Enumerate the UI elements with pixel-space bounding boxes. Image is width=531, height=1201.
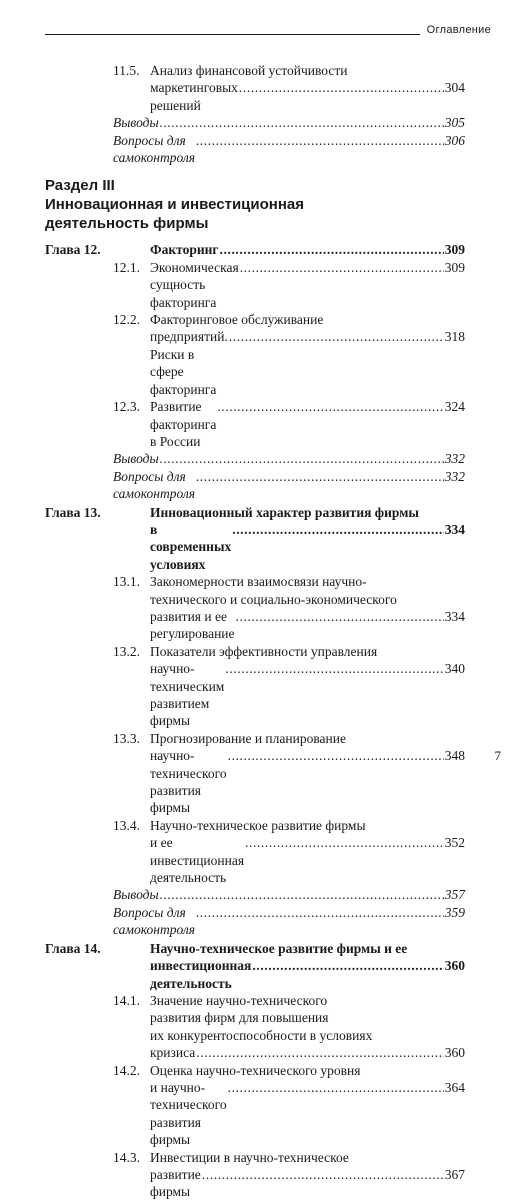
entry-line [150,1009,465,1026]
page-ref: 348 [444,748,465,764]
page-ref: 304 [444,80,465,96]
entry-text: Прогнозирование и планирование [150,730,346,746]
dot-leader [240,259,444,276]
entry-line [150,311,465,328]
header-rule [45,34,420,35]
entry-number: 12.2. [113,312,140,328]
entry-title [150,643,465,730]
dot-leader [196,468,444,485]
entry-title [150,573,465,643]
entry-text: технического и социально-экономического [150,591,397,607]
page-ref: 360 [444,958,465,974]
entry-line [150,643,465,660]
entry-title [113,468,465,503]
entry-line [150,521,465,573]
chapter-entry [45,940,465,992]
entry-line [150,573,465,590]
entry-text: Экономическая сущность факторинга [150,259,239,310]
page-ref: 334 [444,608,465,624]
page-ref: 318 [444,329,465,345]
entry-title [113,904,465,939]
entry-line [150,817,465,834]
dot-leader [160,114,444,131]
entry-text: инвестиционная деятельность [150,958,252,991]
page-ref: 332 [444,468,465,484]
chapter-entry [45,241,465,258]
entry-text: предприятий. Риски в сфере факторинга [150,329,228,397]
dot-leader [239,79,444,96]
entry-text: Инновационный характер развития фирмы [150,504,419,520]
entry-line [150,747,465,817]
entry-line [150,834,465,886]
entry-line [150,1166,465,1201]
entry-line [150,660,465,730]
entry-title [150,940,465,992]
table-of-contents [45,62,465,1201]
entry-title [113,132,465,167]
page-ref: 324 [444,399,465,415]
entry-number: 11.5. [113,63,140,78]
page-ref: 309 [444,242,465,258]
entry-text: Научно-техническое развитие фирмы [150,817,366,833]
entry-title [150,992,465,1062]
entry-text: Значение научно-технического [150,992,328,1008]
entry-text: научно-техническим развитием фирмы [150,661,225,729]
entry-text: Научно-техническое развитие фирмы и ее [150,940,408,956]
entry-title [150,311,465,398]
entry-text: в современных условиях [150,521,232,572]
entry-line [113,904,465,939]
entry-line [150,1062,465,1079]
entry-line [150,1079,465,1149]
entry-title [150,817,465,887]
entry-text: развития фирм для повышения [150,1010,329,1026]
entry-line [150,1149,465,1166]
entry-line [150,504,465,521]
entry-number: 12.3. [113,399,140,415]
entry-text: и ее инвестиционная деятельность [150,835,245,886]
chapter-label: Глава 12. [45,242,101,258]
entry-line [150,957,465,992]
entry-title [150,398,465,450]
entry-line [150,1044,465,1061]
toc-entry [45,1149,465,1201]
dot-leader [160,886,444,903]
entry-text: развития и ее регулирование [150,608,235,642]
toc-entry [45,730,465,817]
entry-line [150,591,465,608]
toc-entry [45,1062,465,1149]
entry-line [150,328,465,398]
dot-leader [232,521,444,538]
entry-number: 13.3. [113,730,140,746]
entry-line [150,992,465,1009]
part-heading [45,176,465,233]
toc-entry [45,643,465,730]
entry-text: Выводы [113,887,159,903]
entry-text: Выводы [113,451,159,467]
entry-text: Факторинг [150,242,219,258]
page-ref: 364 [444,1079,465,1095]
entry-text: Закономерности взаимосвязи научно- [150,574,367,590]
entry-text: Инвестиции в научно-техническое [150,1149,349,1165]
entry-title [150,730,465,817]
part-heading-line: деятельность фирмы [45,215,209,233]
toc-entry [45,886,465,903]
entry-number: 13.4. [113,817,140,833]
entry-line [113,132,465,167]
entry-title [150,504,465,574]
entry-title [113,450,465,467]
dot-leader [245,834,444,851]
dot-leader [225,660,443,677]
entry-title [150,1149,465,1201]
entry-text: Факторинговое обслуживание [150,312,324,328]
entry-number: 13.1. [113,574,140,590]
toc-entry [45,311,465,398]
entry-line [113,450,465,467]
entry-line [150,730,465,747]
entry-line [113,468,465,503]
entry-text: Вопросы для самоконтроля [113,132,196,166]
entry-text: Анализ финансовой устойчивости [150,63,348,78]
toc-entry [45,398,465,450]
entry-line [150,259,465,311]
chapter-label: Глава 13. [45,504,101,520]
dot-leader [160,450,444,467]
entry-line [113,114,465,131]
toc-entry [45,817,465,887]
entry-text: Выводы [113,115,159,131]
entry-line [150,79,465,114]
entry-text: научно-технического развития фирмы [150,748,227,816]
entry-line [150,940,465,957]
entry-text: их конкурентоспособности в условиях [150,1027,373,1043]
entry-number: 14.3. [113,1149,140,1165]
dot-leader [196,904,444,921]
dot-leader [220,241,444,258]
entry-title [113,886,465,903]
toc-entry [45,450,465,467]
page-ref: 334 [444,521,465,537]
toc-entry [45,573,465,643]
entry-title [150,62,465,114]
page-ref: 357 [444,887,465,903]
toc-entry [45,132,465,167]
page-ref: 332 [444,451,465,467]
entry-text: Вопросы для самоконтроля [113,904,196,938]
entry-line [150,608,465,643]
entry-line [150,398,465,450]
entry-line [113,886,465,903]
page-number: 7 [494,748,501,763]
entry-number: 14.1. [113,992,140,1008]
toc-entry [45,62,465,114]
entry-text: развитие фирмы [150,1166,201,1200]
entry-title [150,259,465,311]
entry-line [150,1027,465,1044]
toc-entry [45,992,465,1062]
page-ref: 360 [444,1045,465,1061]
dot-leader [236,608,444,625]
toc-entry [45,114,465,131]
toc-entry [45,259,465,311]
entry-number: 13.2. [113,643,140,659]
page-ref: 305 [444,115,465,131]
entry-title [113,114,465,131]
page-ref: 359 [444,904,465,920]
entry-text: и научно-технического развития фирмы [150,1079,227,1148]
entry-title [150,1062,465,1149]
dot-leader [252,957,443,974]
entry-text: кризиса [150,1045,196,1061]
running-head: Оглавление [426,24,491,36]
entry-text: Показатели эффективности управления [150,643,378,659]
page-ref: 352 [444,835,465,851]
part-heading-line: Раздел III [45,177,115,195]
entry-text: Вопросы для самоконтроля [113,468,196,502]
toc-entry [45,468,465,503]
entry-number: 14.2. [113,1062,140,1078]
dot-leader [202,1166,444,1183]
part-heading-line: Инновационная и инвестиционная [45,196,304,214]
page-ref: 367 [444,1166,465,1182]
entry-text: маркетинговых решений [150,80,238,113]
page-ref: 306 [444,132,465,148]
dot-leader [217,398,443,415]
entry-line [150,241,465,258]
dot-leader [229,328,444,345]
chapter-entry [45,504,465,574]
toc-entry [45,904,465,939]
page-ref: 309 [444,259,465,275]
entry-title [150,241,465,258]
dot-leader [196,1044,444,1061]
page-ref: 340 [444,661,465,677]
dot-leader [228,1079,444,1096]
entry-line [150,62,465,79]
entry-text: Развитие факторинга в России [150,399,217,449]
chapter-label: Глава 14. [45,940,101,956]
dot-leader [196,132,444,149]
dot-leader [228,747,444,764]
entry-number: 12.1. [113,259,140,275]
entry-text: Оценка научно-технического уровня [150,1062,361,1078]
